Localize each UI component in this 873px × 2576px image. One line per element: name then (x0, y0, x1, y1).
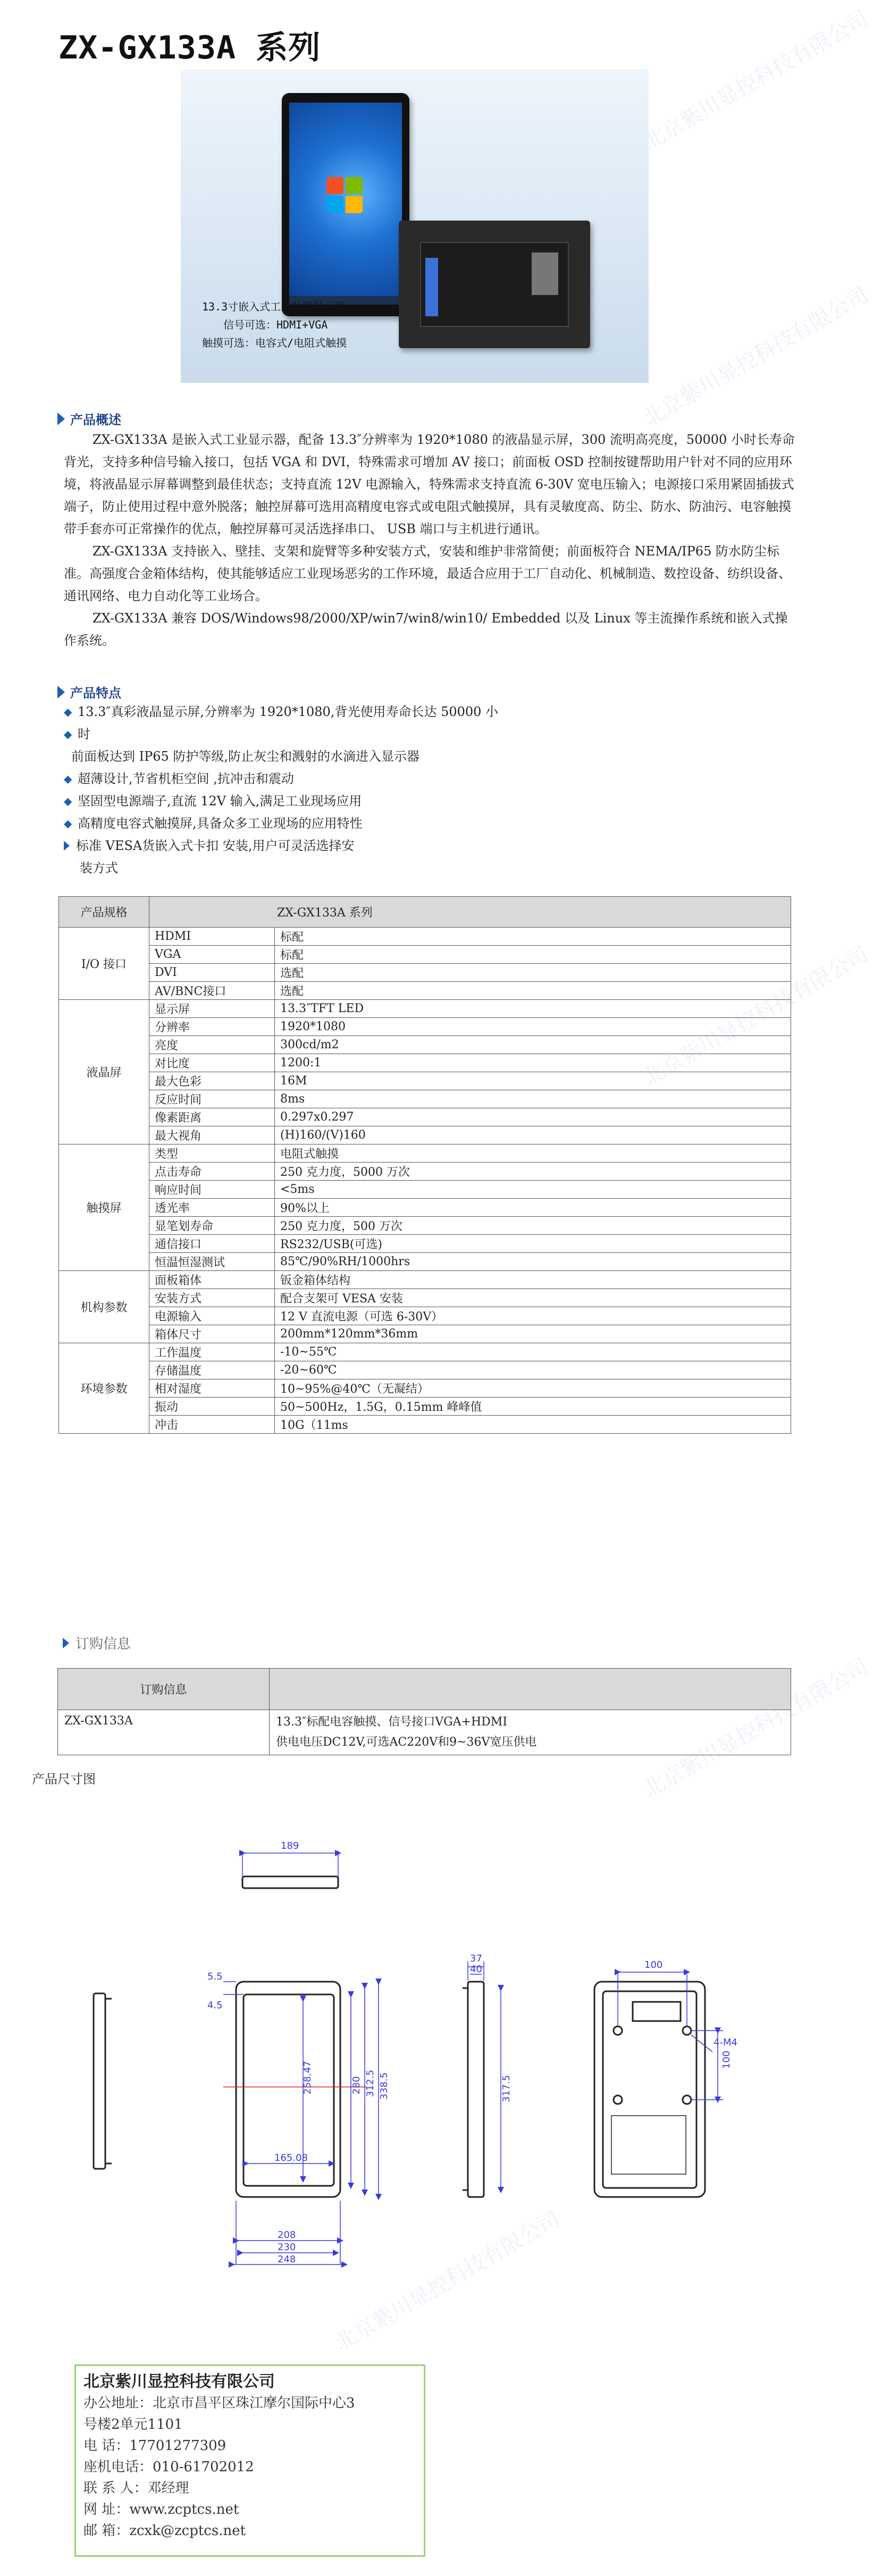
contact-line: 座机电话：010-61702012 (83, 2459, 254, 2475)
spec-key: 工作温度 (149, 1343, 275, 1361)
spec-value: 钣金箱体结构 (275, 1271, 791, 1289)
spec-key: HDMI (149, 928, 275, 946)
spec-value: 10~95%@40℃（无凝结） (275, 1379, 791, 1398)
contact-line: 号楼2单元1101 (83, 2417, 183, 2432)
table-row (59, 1343, 791, 1361)
spec-value: 电阻式触摸 (275, 1144, 791, 1163)
svg-text:40: 40 (470, 1964, 482, 1975)
spec-key: 相对湿度 (149, 1379, 275, 1398)
overview-text (64, 428, 798, 652)
table-row (59, 1289, 791, 1307)
table-row (59, 964, 791, 982)
table-row (59, 1235, 791, 1253)
spec-value: 300cd/m2 (275, 1036, 791, 1054)
svg-text:230: 230 (278, 2242, 296, 2253)
spec-key: VGA (149, 946, 275, 964)
triangle-bullet-icon (64, 841, 70, 851)
watermark: 北京紫川显控科技有限公司 (639, 6, 873, 155)
spec-value: 8ms (275, 1090, 791, 1108)
overview-heading: 产品概述 (57, 409, 121, 428)
spec-value: 10G（11ms (275, 1416, 791, 1434)
spec-key: 显笔划寿命 (149, 1217, 275, 1235)
spec-key: 箱体尺寸 (149, 1325, 275, 1343)
table-row (59, 1000, 791, 1018)
left-side-view (94, 1993, 112, 2169)
triangle-bullet-icon (63, 1638, 69, 1648)
spec-value: <5ms (275, 1181, 791, 1199)
spec-key: 存储温度 (149, 1361, 275, 1379)
list-item: ◆ 时 (64, 723, 595, 745)
table-row (59, 982, 791, 1000)
list-item: ◆ 超薄设计,节省机柜空间 ,抗冲击和震动 (64, 768, 595, 790)
windows-logo-icon (326, 177, 364, 214)
list-item: ◆ 高精度电容式触摸屏,具备众多工业现场的应用特性 (64, 812, 595, 835)
table-row (59, 1144, 791, 1163)
spec-value: (H)160/(V)160 (275, 1126, 791, 1144)
table-row (59, 1379, 791, 1398)
spec-key: 最大色彩 (149, 1072, 275, 1090)
table-row (59, 1090, 791, 1108)
list-item: 标准 VESA货嵌入式卡扣 安装,用户可灵活选择安 (64, 835, 595, 857)
spec-value: 50~500Hz，1.5G，0.15mm 峰峰值 (275, 1398, 791, 1416)
spec-key: 对比度 (149, 1054, 275, 1072)
spec-value: 85℃/90%RH/1000hrs (275, 1253, 791, 1271)
monitor-back-view (399, 221, 590, 348)
list-item: 前面板达到 IP65 防护等级,防止灰尘和溅射的水滴进入显示器 (71, 749, 420, 764)
bullet-icon: ◆ (64, 795, 72, 807)
bullet-icon: ◆ (64, 772, 72, 785)
table-row (59, 1253, 791, 1271)
table-row (59, 1398, 791, 1416)
table-row (59, 1108, 791, 1126)
svg-text:37: 37 (470, 1953, 482, 1964)
table-row (59, 1054, 791, 1072)
svg-text:312.5: 312.5 (365, 2069, 376, 2097)
bullet-icon: ◆ (64, 728, 72, 740)
table-row (59, 1126, 791, 1144)
spec-value: -10~55℃ (275, 1343, 791, 1361)
spec-category: 环境参数 (59, 1343, 149, 1434)
spec-key: 安装方式 (149, 1289, 275, 1307)
dimension-drawing (0, 1797, 844, 2286)
right-side-view (463, 1982, 484, 2197)
spec-value: 标配 (275, 928, 791, 946)
watermark: 北京紫川显控科技有限公司 (639, 1654, 873, 1803)
list-item: ◆ 坚固型电源端子,直流 12V 输入,满足工业现场应用 (64, 790, 595, 812)
spec-category: 机构参数 (59, 1271, 149, 1343)
table-row (59, 1199, 791, 1217)
svg-text:100: 100 (721, 2050, 732, 2069)
spec-key: 恒温恒湿测试 (149, 1253, 275, 1271)
overview-paragraph: ZX-GX133A 支持嵌入、壁挂、支架和旋臂等多种安装方式，安装和维护非常简便；前面板符合 NEMA/IP65 防水防尘标准。高强度合金箱体结构，使其能够适应工业现场恶劣的工作环境，最适合应用于工厂自动化、机械制造、数控设备、纺织设备、通讯网络、电力自动化等工业场合。 (64, 544, 791, 603)
table-row (59, 1325, 791, 1343)
table-header-row (58, 1669, 791, 1710)
svg-text:338.5: 338.5 (379, 2072, 390, 2100)
image-caption: 13.3寸嵌入式工业触摸显示器 信号可选：HDMI+VGA 触摸可选：电容式/电阻式触摸 (202, 300, 347, 349)
contact-line: 办公地址：北京市昌平区珠江摩尔国际中心3 (83, 2395, 355, 2411)
monitor-front-view (282, 93, 409, 316)
spec-key: 亮度 (149, 1036, 275, 1054)
contact-card (74, 2364, 425, 2557)
list-item: 装方式 (80, 861, 118, 875)
contact-line: 电 话：17701277309 (83, 2438, 226, 2454)
bullet-icon: ◆ (64, 817, 72, 830)
spec-value: 13.3″TFT LED (275, 1000, 791, 1018)
contact-line: 邮 箱：zcxk@zcptcs.net (83, 2523, 246, 2539)
product-image (181, 69, 649, 383)
spec-key: 冲击 (149, 1416, 275, 1434)
spec-category: I/O 接口 (59, 928, 149, 1000)
spec-value: -20~60℃ (275, 1361, 791, 1379)
spec-key: AV/BNC接口 (149, 982, 275, 1000)
table-row (59, 1307, 791, 1325)
triangle-bullet-icon (57, 413, 65, 425)
table-row (59, 1271, 791, 1289)
table-row (59, 1361, 791, 1379)
watermark: 北京紫川显控科技有限公司 (639, 282, 873, 432)
contact-line: 联 系 人：邓经理 (83, 2480, 189, 2496)
spec-key: 面板箱体 (149, 1271, 275, 1289)
spec-key: 显示屏 (149, 1000, 275, 1018)
table-header-cell: 订购信息 (58, 1669, 270, 1710)
front-view (223, 1982, 367, 2197)
spec-key: 透光率 (149, 1199, 275, 1217)
top-view (242, 1851, 338, 1888)
spec-key: 像素距离 (149, 1108, 275, 1126)
table-row (58, 1710, 791, 1755)
svg-text:4.5: 4.5 (207, 2000, 223, 2011)
spec-value: 1200:1 (275, 1054, 791, 1072)
table-row (59, 1072, 791, 1090)
bullet-icon: ◆ (64, 705, 72, 718)
spec-key: 类型 (149, 1144, 275, 1163)
table-row (59, 1217, 791, 1235)
spec-category: 液晶屏 (59, 1000, 149, 1144)
spec-table (58, 896, 791, 1434)
svg-text:248: 248 (278, 2254, 296, 2265)
spec-key: 电源输入 (149, 1307, 275, 1325)
table-row (59, 1036, 791, 1054)
table-cell: ZX-GX133A (58, 1710, 270, 1755)
page-title: ZX-GX133A 系列 (58, 29, 321, 66)
spec-category: 触摸屏 (59, 1144, 149, 1271)
spec-key: DVI (149, 964, 275, 982)
table-header-row (59, 897, 791, 928)
triangle-bullet-icon (57, 686, 65, 698)
spec-value: 250 克力度，500 万次 (275, 1217, 791, 1235)
order-heading: 订购信息 (63, 1633, 131, 1653)
svg-text:280: 280 (351, 2076, 362, 2094)
company-name: 北京紫川显控科技有限公司 (83, 2372, 275, 2391)
spec-key: 通信接口 (149, 1235, 275, 1253)
spec-value: 配合支架可 VESA 安装 (275, 1289, 791, 1307)
dim-label: 189 (281, 1840, 299, 1851)
back-view (594, 1982, 705, 2197)
overview-paragraph: ZX-GX133A 是嵌入式工业显示器，配备 13.3″分辨率为 1920*1080 的液晶显示屏，300 流明高亮度，50000 小时长寿命背光，支持多种信号输入接口，包括 VGA 和 DVI，特殊需求可增加 AV 接口；前面板 OSD 控制按键帮助用户针对不同的应用环境，将液晶显示屏幕调整到最佳状态；支持直流 12V 电源输入，特殊需求支持直流 6-30V 宽电压输入；电源接口采用紧固插拔式端子，防止使用过程中意外脱落；触控屏幕可选用高精度电容式或电阻式触摸屏，具有灵敏度高、防尘、防水、防油污、电容触摸带手套亦可正常操作的优点，触控屏幕可灵活选择串口、 USB 端口与主机进行通讯。 (64, 432, 795, 536)
spec-value: 90%以上 (275, 1199, 791, 1217)
svg-text:317.5: 317.5 (501, 2075, 512, 2102)
spec-value: 16M (275, 1072, 791, 1090)
list-item: ◆ 13.3″真彩液晶显示屏,分辨率为 1920*1080,背光使用寿命长达 50000 小 (64, 701, 595, 723)
svg-text:165.08: 165.08 (274, 2152, 308, 2163)
watermark: 北京紫川显控科技有限公司 (331, 2207, 565, 2356)
svg-text:5.5: 5.5 (207, 1971, 223, 1982)
spec-value: 选配 (275, 982, 791, 1000)
table-header-cell (270, 1669, 791, 1710)
table-row (59, 928, 791, 946)
overview-paragraph: ZX-GX133A 兼容 DOS/Windows98/2000/XP/win7/win8/win10/ Embedded 以及 Linux 等主流操作系统和嵌入式操作系统。 (64, 611, 788, 648)
spec-key: 点击寿命 (149, 1163, 275, 1181)
spec-key: 最大视角 (149, 1126, 275, 1144)
spec-value: RS232/USB(可选) (275, 1235, 791, 1253)
svg-text:100: 100 (644, 1959, 663, 1971)
table-row (59, 1416, 791, 1434)
spec-value: 选配 (275, 964, 791, 982)
table-header-cell: ZX-GX133A 系列 (149, 897, 791, 928)
spec-value: 标配 (275, 946, 791, 964)
contact-line: 网 址：www.zcptcs.net (83, 2502, 239, 2518)
spec-key: 反应时间 (149, 1090, 275, 1108)
table-row (59, 946, 791, 964)
table-header-cell: 产品规格 (59, 897, 149, 928)
watermark: 北京紫川显控科技有限公司 (639, 941, 873, 1091)
svg-text:4-M4: 4-M4 (713, 2037, 737, 2048)
dimension-title: 产品尺寸图 (32, 1772, 96, 1787)
svg-text:258.47: 258.47 (302, 2061, 313, 2094)
table-row (59, 1018, 791, 1036)
features-heading: 产品特点 (57, 683, 121, 701)
spec-value: 250 克力度，5000 万次 (275, 1163, 791, 1181)
spec-value: 200mm*120mm*36mm (275, 1325, 791, 1343)
features-list (64, 701, 595, 879)
table-cell: 13.3″标配电容触摸、信号接口VGA+HDMI 供电电压DC12V,可选AC220V和9~36V宽压供电 (270, 1710, 791, 1755)
spec-key: 分辨率 (149, 1018, 275, 1036)
spec-key: 振动 (149, 1398, 275, 1416)
table-row (59, 1163, 791, 1181)
table-row (59, 1181, 791, 1199)
spec-value: 0.297x0.297 (275, 1108, 791, 1126)
spec-key: 响应时间 (149, 1181, 275, 1199)
spec-value: 12 V 直流电源（可选 6-30V） (275, 1307, 791, 1325)
order-table (57, 1668, 791, 1755)
spec-value: 1920*1080 (275, 1018, 791, 1036)
svg-text:208: 208 (278, 2229, 296, 2241)
